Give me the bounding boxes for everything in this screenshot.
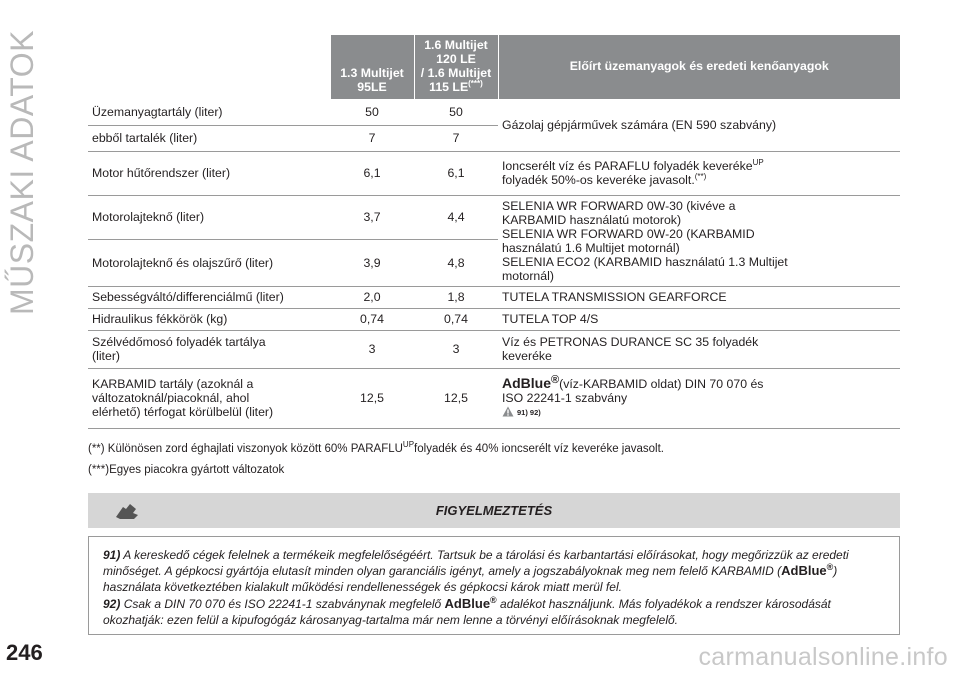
- table-row: Motorolajteknő és olajszűrő (liter) 3,9 4,8: [88, 239, 900, 286]
- warning-note-91: 91) A kereskedő cégek felelnek a termékeik megfelelőségéért. Tartsuk be a tárolási és karbantartási előírásokat, hogy megőrizzük az eredeti minőséget. A gépkocsi gyártója elutasít minden olyan garanciális igényt, amely a jogszabályoknak meg nem felelő KARBAMID (AdBlue®) használata következtében kialakult működési rendellenességek és gépkocsi károk miatt merül fel.: [103, 548, 849, 595]
- header-blank: [88, 35, 330, 99]
- table-row: Üzemanyagtartály (liter) 50 50 Gázolaj gépjárművek számára (EN 590 szabvány): [88, 99, 900, 125]
- section-title: MŰSZAKI ADATOK: [4, 30, 40, 315]
- warning-title: FIGYELMEZTETÉS: [435, 503, 553, 518]
- warning-triangle-icon: [502, 406, 514, 420]
- header-diesel95: 1.3 Multijet 95LE: [330, 35, 414, 99]
- footnote-paraflu: (**) Különösen zord éghajlati viszonyok között 60% $PARAFLU^{UP}folyadék$ és 40% ioncserélt víz keveréke javasolt.: [88, 440, 664, 455]
- spec-adblue: AdBlue®(víz-KARBAMID oldat) DIN 70 070 és ISO 22241-1 szabvány 91) 92): [498, 368, 900, 428]
- spec-coolant: Ioncserélt víz és PARAFLU folyadék keveréke$^{UP}$ folyadék 50%-os keveréke javasolt.(**): [498, 151, 900, 195]
- capacities-table: [88, 35, 900, 429]
- warning-note-92: 92) Csak a DIN 70 070 és ISO 22241-1 szabványnak megfelelő AdBlue® adalékot használjunk. Más folyadékok a rendszer károsodását okozhatják: ezen felül a kipufogógáz károsanyag-tartalma már nem lenne a törvényi előírásoknak megfelelő.: [103, 594, 831, 627]
- table-row: KARBAMID tartály (azoknál a változatoknál/piacoknál, ahol elérhető) térfogat körülbelül (liter) 12,5 12,5 AdBlue®(víz-KARBAMID oldat) DIN 70 070 és ISO 22241-1 szabvány 91) 92): [88, 368, 900, 428]
- table-row: ebből tartalék (liter) 7 7: [88, 125, 900, 151]
- spec-fuel: Gázolaj gépjárművek számára (EN 590 szabvány): [498, 99, 900, 151]
- spec-oil: SELENIA WR FORWARD 0W-30 (kivéve a KARBAMID használatú motorok) SELENIA WR FORWARD 0W-20 (KARBAMID használatú 1.6 Multijet motornál) SELENIA ECO2 (KARBAMID használatú 1.3 Multijet motornál): [498, 195, 900, 286]
- warning-header: [88, 493, 900, 528]
- spec-gear: TUTELA TRANSMISSION GEARFORCE: [498, 286, 900, 308]
- footnote-markets: (***)Egyes piacokra gyártott változatok: [88, 464, 285, 476]
- spec-brake: TUTELA TOP 4/S: [498, 308, 900, 330]
- page-number: 246: [6, 640, 43, 665]
- table-row: Szélvédőmosó folyadék tartálya (liter) 3 3 Víz és PETRONAS DURANCE SC 35 folyadék keveréke: [88, 330, 900, 368]
- table-row: Motor hűtőrendszer (liter) 6,1 6,1 Ioncserélt víz és PARAFLU folyadék keveréke$^{UP}$ folyadék 50%-os keveréke javasolt.(**): [88, 151, 900, 195]
- table-row: Hidraulikus fékkörök (kg) 0,74 0,74 TUTELA TOP 4/S: [88, 308, 900, 330]
- spec-washer: Víz és PETRONAS DURANCE SC 35 folyadék keveréke: [498, 330, 900, 368]
- header-diesel120: 1.6 Multijet 120 LE / 1.6 Multijet 115 LE(***): [414, 35, 498, 99]
- warning-body: [88, 536, 900, 635]
- watermark: carmanualsonline.info: [698, 643, 948, 671]
- table-row: Sebességváltó/differenciálmű (liter) 2,0 1,8 TUTELA TRANSMISSION GEARFORCE: [88, 286, 900, 308]
- table-row: Motorolajteknő (liter) 3,7 4,4 SELENIA WR FORWARD 0W-30 (kivéve a KARBAMID használatú motorok) SELENIA WR FORWARD 0W-20 (KARBAMID használatú 1.6 Multijet motornál) SELENIA ECO2 (KARBAMID használatú 1.3 Multijet motornál): [88, 195, 900, 239]
- header-spec: Előírt üzemanyagok és eredeti kenőanyagok: [498, 35, 900, 99]
